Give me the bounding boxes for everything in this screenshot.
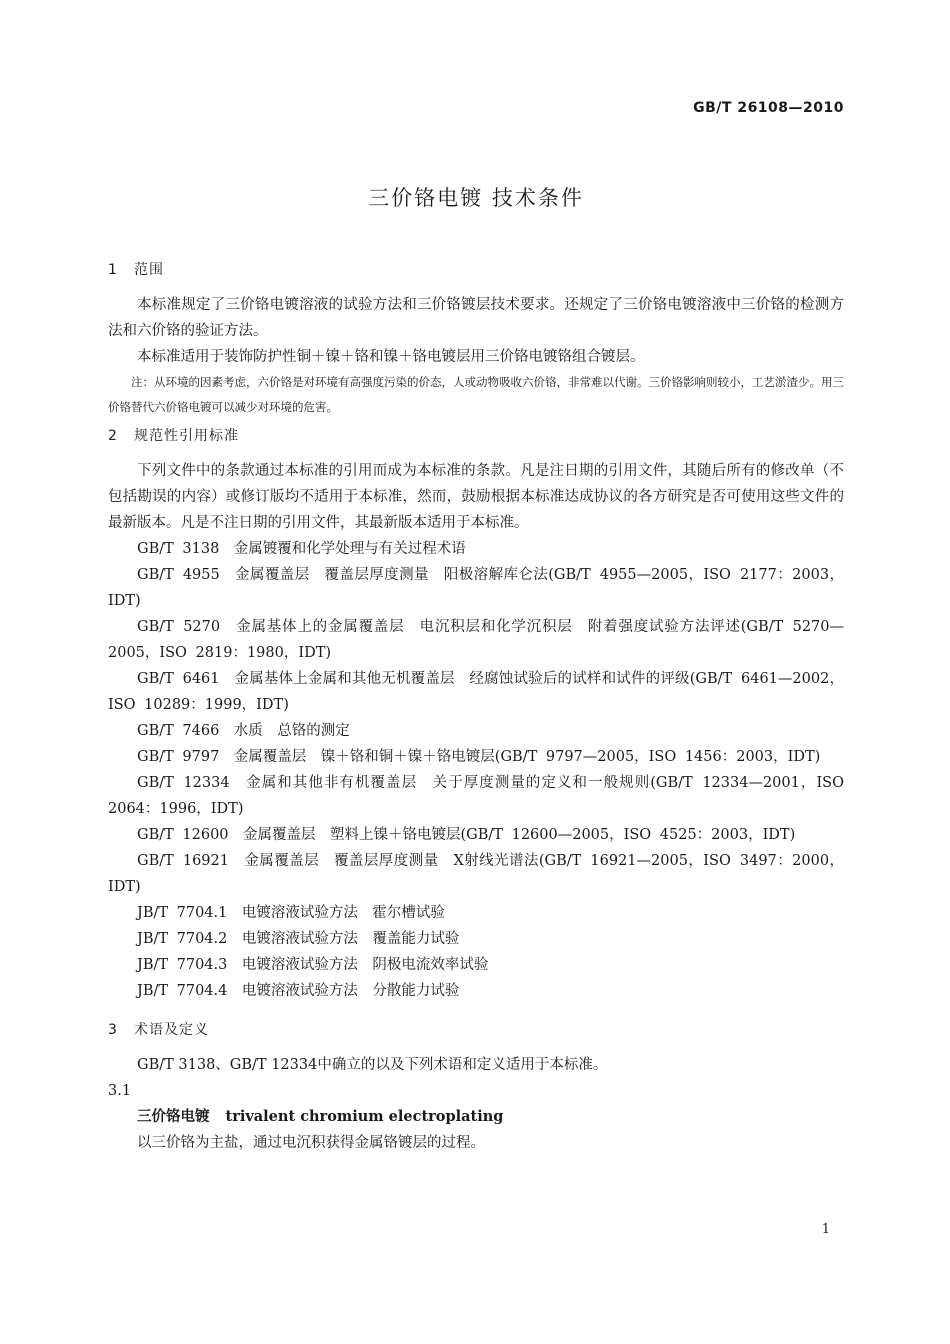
reference-item: GB/T 16921 金属覆盖层 覆盖层厚度测量 X射线光谱法(GB/T 16921—2005，ISO 3497：2000，IDT) (108, 853, 844, 895)
scope-note: 注：从环境的因素考虑，六价铬是对环境有高强度污染的价态，人或动物吸收六价铬，非常难以代谢。三价铬影响则较小，工艺淤渣少。用三价铬替代六价铬电镀可以减少对环境的危害。 (108, 375, 844, 414)
document-page (108, 0, 844, 1344)
term-definition: 以三价铬为主盐，通过电沉积获得金属铬镀层的过程。 (137, 1135, 485, 1151)
section-heading-terms (108, 1018, 844, 1042)
term-chinese: 三价铬电镀 (137, 1109, 210, 1125)
reference-item: GB/T 12600 金属覆盖层 塑料上镍＋铬电镀层(GB/T 12600—2005，ISO 4525：2003，IDT) (137, 827, 796, 843)
reference-item: GB/T 9797 金属覆盖层 镍＋铬和铜＋镍＋铬电镀层(GB/T 9797—2005，ISO 1456：2003，IDT) (137, 749, 821, 765)
reference-item: JB/T 7704.4 电镀溶液试验方法 分散能力试验 (137, 983, 460, 999)
reference-item: GB/T 4955 金属覆盖层 覆盖层厚度测量 阳极溶解库仑法(GB/T 4955—2005，ISO 2177：2003，IDT) (108, 567, 844, 609)
section-title: 规范性引用标准 (134, 428, 239, 444)
term-english: trivalent chromium electroplating (225, 1108, 504, 1125)
reference-item: GB/T 5270 金属基体上的金属覆盖层 电沉积层和化学沉积层 附着强度试验方法评述(GB/T 5270—2005，ISO 2819：1980，IDT) (108, 619, 844, 661)
term-number: 3.1 (108, 1083, 132, 1099)
scope-paragraph: 本标准适用于装饰防护性铜＋镍＋铬和镍＋铬电镀层用三价铬电镀铬组合镀层。 (137, 349, 645, 365)
section-number: 2 (108, 428, 118, 444)
term-entry (108, 1104, 844, 1130)
document-body (108, 258, 844, 1156)
section-number: 1 (108, 262, 118, 278)
reference-item: GB/T 6461 金属基体上金属和其他无机覆盖层 经腐蚀试验后的试样和试件的评级(GB/T 6461—2002，ISO 10289：1999，IDT) (108, 671, 844, 713)
document-title: 三价铬电镀 技术条件 (368, 186, 584, 210)
normative-intro: 下列文件中的条款通过本标准的引用而成为本标准的条款。凡是注日期的引用文件，其随后所有的修改单（不包括勘误的内容）或修订版均不适用于本标准，然而，鼓励根据本标准达成协议的各方研究是否可使用这些文件的最新版本。凡是不注日期的引用文件，其最新版本适用于本标准。 (108, 463, 844, 531)
reference-item: GB/T 3138 金属镀覆和化学处理与有关过程术语 (137, 541, 466, 557)
page-number: 1 (821, 1222, 830, 1237)
terms-intro: GB/T 3138、GB/T 12334中确立的以及下列术语和定义适用于本标准。 (137, 1057, 608, 1073)
standard-code: GB/T 26108—2010 (693, 100, 844, 116)
section-heading-scope (108, 258, 844, 282)
reference-item: JB/T 7704.1 电镀溶液试验方法 霍尔槽试验 (137, 905, 445, 921)
section-title: 范围 (134, 262, 164, 278)
section-title: 术语及定义 (134, 1022, 209, 1038)
section-heading-normative-refs (108, 424, 844, 448)
reference-item: JB/T 7704.2 电镀溶液试验方法 覆盖能力试验 (137, 931, 460, 947)
reference-item: GB/T 12334 金属和其他非有机覆盖层 关于厚度测量的定义和一般规则(GB/T 12334—2001，ISO 2064：1996，IDT) (108, 775, 844, 817)
section-number: 3 (108, 1022, 118, 1038)
reference-item: JB/T 7704.3 电镀溶液试验方法 阴极电流效率试验 (137, 957, 489, 973)
reference-item: GB/T 7466 水质 总铬的测定 (137, 723, 350, 739)
scope-paragraph: 本标准规定了三价铬电镀溶液的试验方法和三价铬镀层技术要求。还规定了三价铬电镀溶液中三价铬的检测方法和六价铬的验证方法。 (108, 297, 844, 339)
